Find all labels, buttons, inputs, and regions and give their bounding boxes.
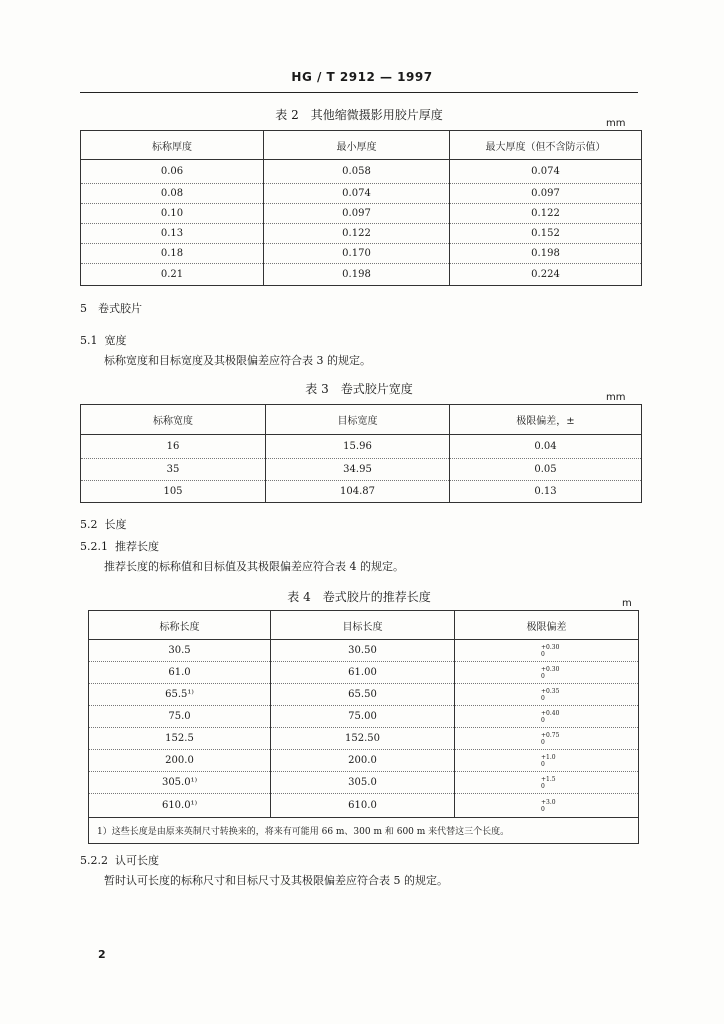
section-title: 推荐长度 <box>115 540 159 553</box>
section-number: 5.2 <box>80 518 98 531</box>
table4-cell: 75.00 <box>271 706 455 728</box>
section-5-2-1-text: 推荐长度的标称值和目标值及其极限偏差应符合表 4 的规定。 <box>104 560 404 573</box>
table3-cell: 15.96 <box>266 435 450 459</box>
page-number: 2 <box>98 948 106 961</box>
table2-cell: 0.097 <box>450 184 642 204</box>
table2-cell: 0.074 <box>264 184 450 204</box>
table4-cell: 30.5 <box>89 640 271 662</box>
table4-cell: 610.0¹⁾ <box>89 794 271 818</box>
table2-cell: 0.224 <box>450 264 642 286</box>
table3-cell: 35 <box>81 459 266 481</box>
table4-tolerance: +0.30 0 <box>455 662 639 684</box>
table3-caption: 表 3 卷式胶片宽度 <box>305 382 413 396</box>
section-5-2-1-heading <box>80 538 159 554</box>
table4-cell: 61.00 <box>271 662 455 684</box>
table4-cell: 610.0 <box>271 794 455 818</box>
table2-cell: 0.21 <box>81 264 264 286</box>
table3-cell: 34.95 <box>266 459 450 481</box>
section-5-1-text: 标称宽度和目标宽度及其极限偏差应符合表 3 的规定。 <box>104 354 371 367</box>
table4-cell: 200.0 <box>89 750 271 772</box>
table2-cell: 0.06 <box>81 160 264 184</box>
table4-cell: 65.5¹⁾ <box>89 684 271 706</box>
table4-cell: 75.0 <box>89 706 271 728</box>
table2-cell: 0.13 <box>81 224 264 244</box>
section-number: 5.1 <box>80 334 98 347</box>
table4-cell: 61.0 <box>89 662 271 684</box>
table4-cell: 152.50 <box>271 728 455 750</box>
table4-caption: 表 4 卷式胶片的推荐长度 <box>287 590 431 604</box>
standard-header: HG / T 2912 — 1997 <box>291 70 433 84</box>
table2-cell: 0.058 <box>264 160 450 184</box>
section-title: 长度 <box>104 518 127 531</box>
table3-cell: 0.04 <box>450 435 642 459</box>
table2-cell: 0.198 <box>450 244 642 264</box>
table2-cell: 0.122 <box>264 224 450 244</box>
table4-tolerance: +1.5 0 <box>455 772 639 794</box>
table2-cell: 0.08 <box>81 184 264 204</box>
table2 <box>80 130 642 286</box>
table3-cell: 104.87 <box>266 481 450 503</box>
section-5-1-heading <box>80 332 127 348</box>
table2-cell: 0.170 <box>264 244 450 264</box>
table2-header: 最小厚度 <box>264 131 450 160</box>
section-5-2-heading <box>80 516 127 532</box>
table2-cell: 0.097 <box>264 204 450 224</box>
table3-header: 目标宽度 <box>266 405 450 435</box>
table3-cell: 16 <box>81 435 266 459</box>
table4-cell: 65.50 <box>271 684 455 706</box>
table2-caption: 表 2 其他缩微摄影用胶片厚度 <box>275 108 443 122</box>
table3-header: 极限偏差，± <box>450 405 642 435</box>
table4-cell: 152.5 <box>89 728 271 750</box>
section-number: 5.2.1 <box>80 540 108 553</box>
table4-tolerance: +0.40 0 <box>455 706 639 728</box>
table3-header: 标称宽度 <box>81 405 266 435</box>
table3-cell: 0.13 <box>450 481 642 503</box>
section-number: 5.2.2 <box>80 854 108 867</box>
table2-cell: 0.198 <box>264 264 450 286</box>
table2-cell: 0.10 <box>81 204 264 224</box>
header-rule <box>80 92 638 93</box>
table2-header: 标称厚度 <box>81 131 264 160</box>
table3-cell: 105 <box>81 481 266 503</box>
table2-cell: 0.18 <box>81 244 264 264</box>
table4-header: 极限偏差 <box>455 611 639 640</box>
table4-header: 目标长度 <box>271 611 455 640</box>
table4-cell: 305.0 <box>271 772 455 794</box>
table2-header: 最大厚度（但不含防示值） <box>450 131 642 160</box>
table4-unit: m <box>622 598 632 609</box>
table4-cell: 200.0 <box>271 750 455 772</box>
table4-tolerance: +0.75 0 <box>455 728 639 750</box>
table4-footnote: 1）这些长度是由原来英制尺寸转换来的，将来有可能用 66 m、300 m 和 600 m 来代替这三个长度。 <box>89 818 639 844</box>
section-title: 宽度 <box>104 334 127 347</box>
table2-cell: 0.122 <box>450 204 642 224</box>
table2-unit: mm <box>606 118 626 129</box>
table2-cell: 0.074 <box>450 160 642 184</box>
table2-cell: 0.152 <box>450 224 642 244</box>
table3-cell: 0.05 <box>450 459 642 481</box>
table4-cell: 305.0¹⁾ <box>89 772 271 794</box>
table4-tolerance: +0.30 0 <box>455 640 639 662</box>
table4-header: 标称长度 <box>89 611 271 640</box>
table4 <box>88 610 639 844</box>
section-5-title: 5 卷式胶片 <box>80 302 142 315</box>
table4-cell: 30.50 <box>271 640 455 662</box>
table4-tolerance: +3.0 0 <box>455 794 639 818</box>
section-5-2-2-heading <box>80 852 159 868</box>
section-5-2-2-text: 暂时认可长度的标称尺寸和目标尺寸及其极限偏差应符合表 5 的规定。 <box>104 874 448 887</box>
table3 <box>80 404 642 503</box>
section-title: 认可长度 <box>115 854 159 867</box>
table4-tolerance: +1.0 0 <box>455 750 639 772</box>
table3-unit: mm <box>606 392 626 403</box>
table4-tolerance: +0.35 0 <box>455 684 639 706</box>
